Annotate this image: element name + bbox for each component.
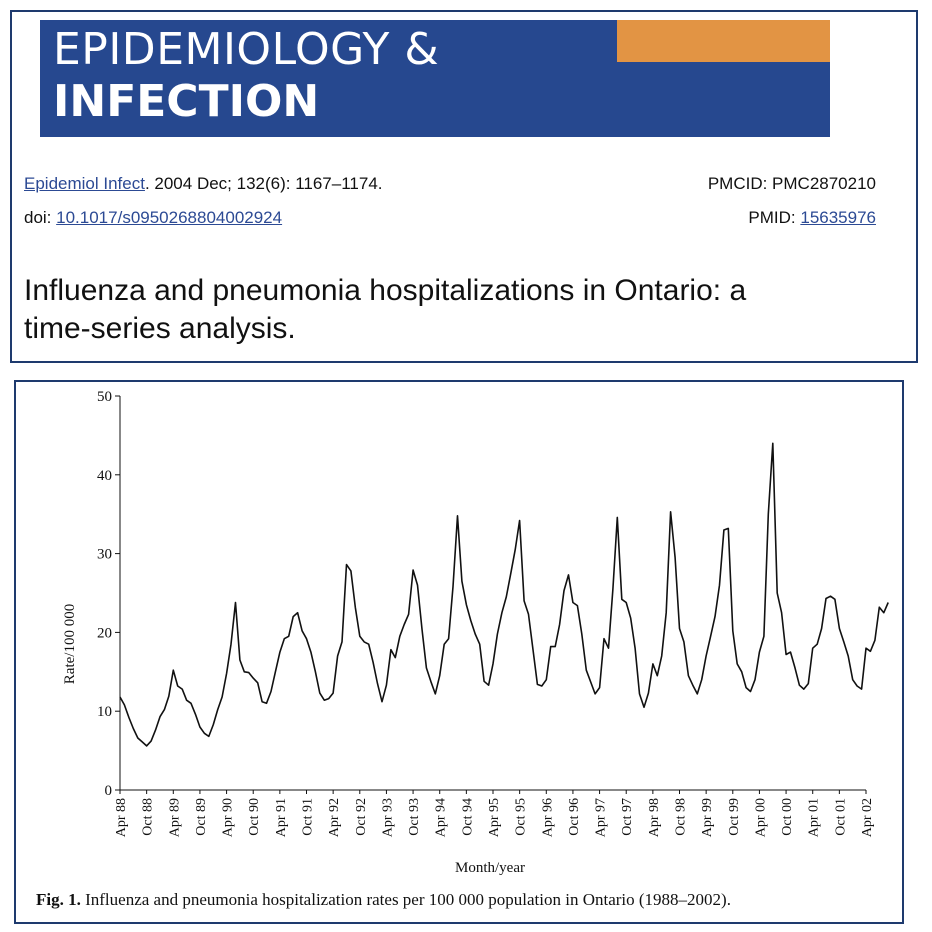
x-tick-label: Oct 92	[353, 798, 369, 836]
x-tick-label: Oct 88	[140, 798, 156, 836]
x-tick-label: Oct 01	[833, 798, 849, 836]
x-tick-label: Apr 92	[327, 798, 343, 838]
journal-link[interactable]: Epidemiol Infect	[24, 174, 145, 193]
x-tick-label: Apr 96	[540, 798, 556, 838]
x-tick-label: Apr 89	[167, 798, 183, 838]
y-tick-label: 30	[97, 546, 112, 563]
x-tick-label: Apr 94	[433, 798, 449, 838]
line-chart	[16, 382, 902, 882]
x-tick-label: Apr 98	[646, 798, 662, 838]
figure-panel	[14, 380, 904, 924]
y-axis	[97, 389, 120, 799]
x-axis	[114, 790, 875, 837]
x-tick-label: Oct 89	[193, 798, 209, 836]
figure-caption	[36, 890, 731, 910]
series	[120, 443, 888, 746]
pmid-label: PMID:	[748, 208, 801, 227]
doi-link[interactable]: 10.1017/s0950268804002924	[56, 208, 283, 227]
x-tick-label: Oct 90	[247, 798, 263, 836]
x-tick-label: Oct 00	[780, 798, 796, 836]
caption-label: Fig. 1.	[36, 890, 81, 909]
x-axis-label: Month/year	[455, 860, 525, 876]
x-tick-label: Apr 99	[700, 798, 716, 838]
y-tick-label: 10	[97, 704, 112, 721]
doi-line	[24, 208, 282, 228]
pmid-line	[748, 208, 876, 228]
pmcid: PMCID: PMC2870210	[707, 174, 876, 193]
article-title-line1: Influenza and pneumonia hospitalizations in Ontario: a	[24, 274, 747, 307]
x-tick-label: Apr 88	[114, 798, 129, 838]
x-tick-label: Oct 93	[407, 798, 423, 836]
journal-name-line2: INFECTION	[53, 76, 320, 127]
article-header-panel	[10, 10, 918, 363]
x-tick-label: Apr 93	[380, 798, 396, 838]
x-tick-label: Oct 91	[300, 798, 316, 836]
citation-line	[24, 174, 383, 194]
x-tick-label: Apr 01	[806, 798, 822, 838]
x-tick-label: Oct 94	[460, 798, 476, 836]
caption-text: Influenza and pneumonia hospitalization rates per 100 000 population in Ontario (1988–2002).	[80, 890, 731, 909]
x-tick-label: Apr 97	[593, 798, 609, 838]
journal-name-line1: EPIDEMIOLOGY &	[53, 24, 440, 75]
article-title-line2: time-series analysis.	[24, 312, 296, 345]
banner-accent-block	[617, 20, 830, 62]
article-title	[24, 272, 884, 348]
x-tick-label: Oct 97	[620, 798, 636, 836]
y-tick-label: 0	[104, 783, 112, 799]
y-tick-label: 20	[97, 625, 112, 642]
x-tick-label: Apr 90	[220, 798, 236, 838]
y-tick-label: 40	[97, 467, 112, 484]
x-tick-label: Oct 95	[513, 798, 529, 836]
x-tick-label: Oct 99	[726, 798, 742, 836]
journal-banner[interactable]	[40, 20, 830, 137]
x-tick-label: Apr 95	[487, 798, 502, 838]
x-tick-label: Apr 02	[860, 798, 875, 838]
x-tick-label: Oct 96	[566, 798, 582, 836]
doi-label: doi:	[24, 208, 57, 227]
series-line-rate	[120, 443, 888, 746]
x-tick-label: Apr 91	[273, 798, 289, 838]
y-tick-label: 50	[97, 389, 112, 405]
x-tick-label: Apr 00	[753, 798, 769, 838]
x-tick-label: Oct 98	[673, 798, 689, 836]
pmid-link[interactable]: 15635976	[800, 208, 876, 227]
y-axis-label: Rate/100 000	[62, 603, 78, 685]
citation-details: . 2004 Dec; 132(6): 1167–1174.	[144, 174, 383, 193]
